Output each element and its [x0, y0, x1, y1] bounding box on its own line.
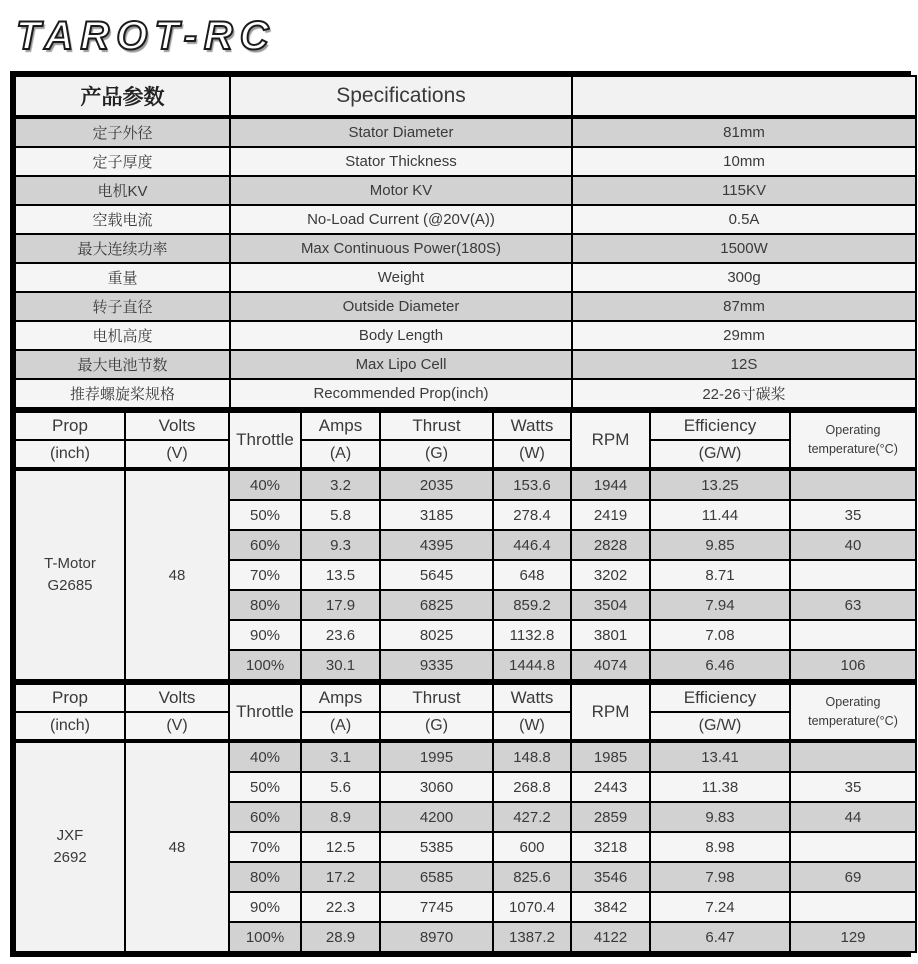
rpm-value: 4122	[571, 922, 650, 952]
operating-temperature-line1: Operating	[825, 695, 881, 710]
col-prop: Prop	[15, 683, 125, 712]
spec-row	[15, 117, 916, 147]
throttle-value: 100%	[229, 922, 301, 952]
spec-header-en: Specifications	[230, 76, 572, 117]
perf-row	[15, 741, 916, 772]
thrust-value: 3060	[380, 772, 493, 802]
spec-header-row	[15, 76, 916, 117]
rpm-value: 3504	[571, 590, 650, 620]
spec-row	[15, 350, 916, 379]
thrust-value: 7745	[380, 892, 493, 922]
spec-value: 1500W	[572, 234, 916, 263]
col-volts-unit: (V)	[125, 712, 229, 741]
col-watts-unit: (W)	[493, 712, 571, 741]
efficiency-value: 13.41	[650, 741, 790, 772]
col-throttle: Throttle	[229, 411, 301, 469]
throttle-value: 60%	[229, 802, 301, 832]
watts-value: 600	[493, 832, 571, 862]
spec-label-cn: 电机KV	[15, 176, 230, 205]
col-rpm: RPM	[571, 683, 650, 741]
col-volts: Volts	[125, 683, 229, 712]
rpm-value: 3842	[571, 892, 650, 922]
spec-label-cn: 最大连续功率	[15, 234, 230, 263]
spec-sheet	[10, 71, 911, 957]
watts-value: 278.4	[493, 500, 571, 530]
col-amps: Amps	[301, 683, 380, 712]
temperature-value: 40	[790, 530, 916, 560]
amps-value: 9.3	[301, 530, 380, 560]
temperature-value: 69	[790, 862, 916, 892]
spec-label-en: Max Lipo Cell	[230, 350, 572, 379]
col-thrust: Thrust	[380, 683, 493, 712]
spec-label-en: Outside Diameter	[230, 292, 572, 321]
amps-value: 8.9	[301, 802, 380, 832]
spec-value: 12S	[572, 350, 916, 379]
efficiency-value: 13.25	[650, 469, 790, 500]
spec-label-cn: 定子厚度	[15, 147, 230, 176]
spec-value: 29mm	[572, 321, 916, 350]
throttle-value: 40%	[229, 469, 301, 500]
amps-value: 17.9	[301, 590, 380, 620]
watts-value: 427.2	[493, 802, 571, 832]
watts-value: 825.6	[493, 862, 571, 892]
watts-value: 153.6	[493, 469, 571, 500]
amps-value: 13.5	[301, 560, 380, 590]
spec-label-cn: 空载电流	[15, 205, 230, 234]
rpm-value: 2828	[571, 530, 650, 560]
amps-value: 28.9	[301, 922, 380, 952]
watts-value: 446.4	[493, 530, 571, 560]
efficiency-value: 9.85	[650, 530, 790, 560]
spec-row	[15, 147, 916, 176]
spec-label-cn: 重量	[15, 263, 230, 292]
temperature-value	[790, 741, 916, 772]
thrust-value: 1995	[380, 741, 493, 772]
spec-row	[15, 234, 916, 263]
col-throttle: Throttle	[229, 683, 301, 741]
col-efficiency-unit: (G/W)	[650, 440, 790, 469]
efficiency-value: 11.38	[650, 772, 790, 802]
watts-value: 1132.8	[493, 620, 571, 650]
thrust-value: 8970	[380, 922, 493, 952]
header-bar	[0, 0, 918, 70]
spec-row	[15, 321, 916, 350]
spec-value: 81mm	[572, 117, 916, 147]
volts-value: 48	[125, 469, 229, 680]
col-thrust: Thrust	[380, 411, 493, 440]
col-efficiency: Efficiency	[650, 411, 790, 440]
operating-temperature-line2: temperature(°C)	[808, 442, 898, 456]
efficiency-value: 6.46	[650, 650, 790, 680]
temperature-value	[790, 560, 916, 590]
efficiency-value: 7.94	[650, 590, 790, 620]
spec-label-en: Recommended Prop(inch)	[230, 379, 572, 408]
motor-name: JXF 2692	[15, 741, 125, 952]
thrust-value: 6825	[380, 590, 493, 620]
watts-value: 859.2	[493, 590, 571, 620]
spec-label-en: Stator Thickness	[230, 147, 572, 176]
perf-header-row-2	[15, 440, 916, 469]
thrust-value: 2035	[380, 469, 493, 500]
efficiency-value: 9.83	[650, 802, 790, 832]
throttle-value: 70%	[229, 832, 301, 862]
rpm-value: 1985	[571, 741, 650, 772]
throttle-value: 50%	[229, 500, 301, 530]
col-prop: Prop	[15, 411, 125, 440]
col-operating-temperature	[790, 411, 916, 469]
spec-header-cn: 产品参数	[15, 76, 230, 117]
rpm-value: 1944	[571, 469, 650, 500]
motor-name: T-Motor G2685	[15, 469, 125, 680]
spec-value: 22-26寸碳桨	[572, 379, 916, 408]
perf-header-row-2	[15, 712, 916, 741]
rpm-value: 3202	[571, 560, 650, 590]
thrust-value: 4200	[380, 802, 493, 832]
volts-value: 48	[125, 741, 229, 952]
throttle-value: 80%	[229, 862, 301, 892]
spec-label-en: Weight	[230, 263, 572, 292]
temperature-value: 35	[790, 772, 916, 802]
efficiency-value: 8.98	[650, 832, 790, 862]
spec-row	[15, 263, 916, 292]
amps-value: 3.2	[301, 469, 380, 500]
spec-row	[15, 292, 916, 321]
temperature-value: 35	[790, 500, 916, 530]
rpm-value: 2859	[571, 802, 650, 832]
spec-label-en: Stator Diameter	[230, 117, 572, 147]
thrust-value: 9335	[380, 650, 493, 680]
thrust-value: 6585	[380, 862, 493, 892]
col-thrust-unit: (G)	[380, 440, 493, 469]
spec-row	[15, 379, 916, 408]
throttle-value: 60%	[229, 530, 301, 560]
rpm-value: 2443	[571, 772, 650, 802]
amps-value: 22.3	[301, 892, 380, 922]
spec-value: 0.5A	[572, 205, 916, 234]
spec-label-cn: 定子外径	[15, 117, 230, 147]
spec-label-cn: 推荐螺旋桨规格	[15, 379, 230, 408]
rpm-value: 3546	[571, 862, 650, 892]
temperature-value: 44	[790, 802, 916, 832]
perf-header-row-1	[15, 411, 916, 440]
watts-value: 1070.4	[493, 892, 571, 922]
spec-row	[15, 176, 916, 205]
amps-value: 5.6	[301, 772, 380, 802]
throttle-value: 100%	[229, 650, 301, 680]
watts-value: 1387.2	[493, 922, 571, 952]
temperature-value: 63	[790, 590, 916, 620]
tarot-rc-logo: TAROT-RC	[16, 14, 276, 58]
temperature-value	[790, 469, 916, 500]
col-efficiency: Efficiency	[650, 683, 790, 712]
efficiency-value: 7.08	[650, 620, 790, 650]
spec-label-en: Body Length	[230, 321, 572, 350]
perf-table-jxf-2692	[14, 681, 917, 953]
spec-value: 115KV	[572, 176, 916, 205]
col-efficiency-unit: (G/W)	[650, 712, 790, 741]
watts-value: 648	[493, 560, 571, 590]
watts-value: 1444.8	[493, 650, 571, 680]
perf-header-row-1	[15, 683, 916, 712]
rpm-value: 2419	[571, 500, 650, 530]
operating-temperature-line2: temperature(°C)	[808, 714, 898, 728]
perf-table-tmotor-g2685	[14, 409, 917, 681]
rpm-value: 3218	[571, 832, 650, 862]
col-amps: Amps	[301, 411, 380, 440]
thrust-value: 4395	[380, 530, 493, 560]
amps-value: 23.6	[301, 620, 380, 650]
col-rpm: RPM	[571, 411, 650, 469]
rpm-value: 3801	[571, 620, 650, 650]
throttle-value: 50%	[229, 772, 301, 802]
amps-value: 30.1	[301, 650, 380, 680]
efficiency-value: 7.24	[650, 892, 790, 922]
efficiency-value: 11.44	[650, 500, 790, 530]
spec-table	[14, 75, 917, 409]
col-operating-temperature	[790, 683, 916, 741]
amps-value: 17.2	[301, 862, 380, 892]
col-volts-unit: (V)	[125, 440, 229, 469]
throttle-value: 80%	[229, 590, 301, 620]
throttle-value: 70%	[229, 560, 301, 590]
col-watts: Watts	[493, 411, 571, 440]
spec-value: 10mm	[572, 147, 916, 176]
efficiency-value: 7.98	[650, 862, 790, 892]
col-volts: Volts	[125, 411, 229, 440]
thrust-value: 8025	[380, 620, 493, 650]
spec-label-en: Max Continuous Power(180S)	[230, 234, 572, 263]
thrust-value: 5645	[380, 560, 493, 590]
spec-label-en: No-Load Current (@20V(A))	[230, 205, 572, 234]
temperature-value	[790, 620, 916, 650]
spec-row	[15, 205, 916, 234]
spec-value: 300g	[572, 263, 916, 292]
spec-value: 87mm	[572, 292, 916, 321]
col-watts-unit: (W)	[493, 440, 571, 469]
watts-value: 268.8	[493, 772, 571, 802]
temperature-value: 129	[790, 922, 916, 952]
throttle-value: 90%	[229, 892, 301, 922]
throttle-value: 40%	[229, 741, 301, 772]
efficiency-value: 6.47	[650, 922, 790, 952]
col-amps-unit: (A)	[301, 712, 380, 741]
watts-value: 148.8	[493, 741, 571, 772]
col-watts: Watts	[493, 683, 571, 712]
thrust-value: 5385	[380, 832, 493, 862]
temperature-value: 106	[790, 650, 916, 680]
col-prop-unit: (inch)	[15, 712, 125, 741]
efficiency-value: 8.71	[650, 560, 790, 590]
temperature-value	[790, 832, 916, 862]
col-prop-unit: (inch)	[15, 440, 125, 469]
perf-row	[15, 469, 916, 500]
amps-value: 5.8	[301, 500, 380, 530]
operating-temperature-line1: Operating	[825, 423, 881, 438]
col-thrust-unit: (G)	[380, 712, 493, 741]
col-amps-unit: (A)	[301, 440, 380, 469]
spec-label-cn: 最大电池节数	[15, 350, 230, 379]
amps-value: 12.5	[301, 832, 380, 862]
rpm-value: 4074	[571, 650, 650, 680]
spec-label-cn: 转子直径	[15, 292, 230, 321]
amps-value: 3.1	[301, 741, 380, 772]
throttle-value: 90%	[229, 620, 301, 650]
spec-label-cn: 电机高度	[15, 321, 230, 350]
thrust-value: 3185	[380, 500, 493, 530]
temperature-value	[790, 892, 916, 922]
spec-label-en: Motor KV	[230, 176, 572, 205]
spec-header-value	[572, 76, 916, 117]
